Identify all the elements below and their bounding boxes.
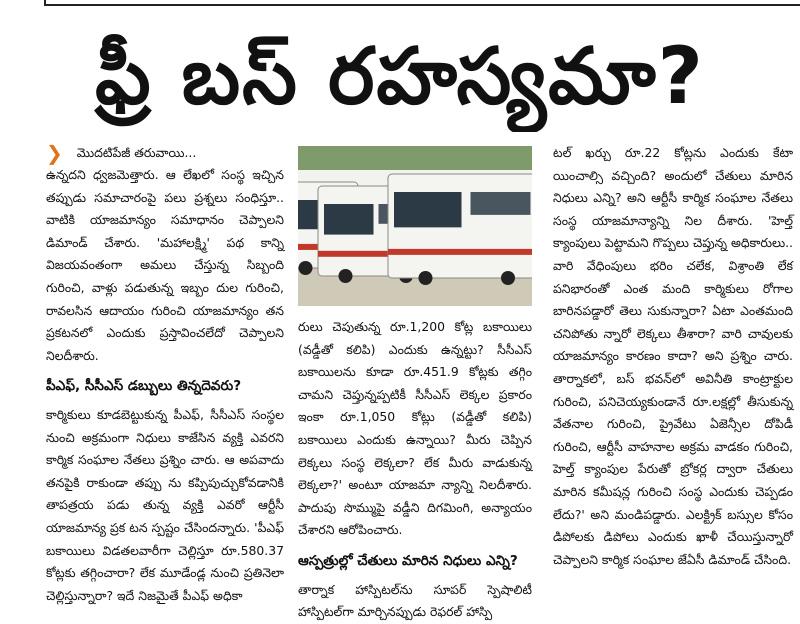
bus-windshield [394,192,462,227]
col3-paragraph-1: టల్ ఖర్చు రూ.22 కోట్లను ఎందుకు కేటా యించాల్సి వచ్చింది? అందులో చేతులు మారిన నిధులు ఎన్ని? అని ఆర్టీసీ కార్మిక సంఘాల నేతలు సంస్థ యాజమాన్యాన్ని నిల దీశారు. 'హెల్త్ క్యాంపులు పెట్టామని గొప్పలు చెప్తున్న అధికారులు.. వారి వేధింపులు భరిం చలేక, విశ్రాంతి లేక పనిభారంతో ఎంత మంది కార్మికులు రోగాల బారినపడ్డారో తెలు సుకున్నారా? ఏటా ఎంతమంది చనిపోతు న్నారో లెక్కలు తీశారా? వారి చావులకు యాజమాన్యం కారణం కాదా? అని ప్రశ్నిం చారు. తార్నాకలో, బస్ భవన్‌లో అవినీతి కాంట్రాక్టుల గురించి, పనిచెయ్యకుండానే రూ.లక్షల్లో తీసుకున్న వేతనాల గురించి, ప్రైవేటు ఏజెన్సీల దోపిడీ గురించి, ఆర్టీసీ వాహనాల అక్రమ వాడకం గురించి, హెల్త్ క్యాంపుల పేరుతో బ్రోకర్ల ద్వారా చేతులు మారిన కమీషన్ల గురించి సంస్థ ఎందుకు చెప్పడం లేదు?' అని మండిపడ్డారు. ఎలక్ట్రిక్ బస్సుల కోసం డిపోలకు డిపోలు ఎందుకు ఖాళీ చేయిస్తున్నారో చెప్పాలని కార్మిక సంఘాల జేఏసీ డిమాండ్ చేసింది. [553,145,793,567]
column-3 [553,142,793,571]
bus-side-windows [471,192,531,215]
bus-windshield [324,204,374,235]
column-1 [46,142,284,607]
subheading-hospitals: ఆస్పత్రుల్లో చేతులు మారిన నిధులు ఎన్ని? [298,552,518,569]
subheading-pf-ccs: పీఎఫ్, సీసీఎస్ డబ్బులు తిన్నదెవరు? [46,378,242,395]
col1-paragraph-1: ఉన్నదని ధ్వజమెత్తారు. ఆ లేఖలో సంస్థ ఇచ్చిన తప్పుడు సమాచారంపై పలు ప్రశ్నలు సంధిస్తూ.. వాటికి యాజమాన్యం సమాధానం చెప్పాలని డిమాండ్ చేశారు. 'మహాలక్ష్మి' పథ కాన్ని విజయవంతంగా అమలు చేస్తున్న సిబ్బంది గురించి, వాళ్లు పడుతున్న ఇబ్బం దుల గురించి, రావలసిన ఆదాయం గురించి యాజమాన్యం తన ప్రకటనలో ఎందుకు ప్రస్తావించలేదో చెప్పాలని నిలదీశారు. [46,167,284,363]
bus-wheel [339,269,353,283]
col2-paragraph-2: తార్నాక హాస్పిటల్‌ను సూపర్ స్పెషాలిటీ హాస్పిటల్‌గా మార్చినప్పుడు రెఫరల్ హాస్పి [298,581,532,620]
col2-paragraph-1: రులు చెపుతున్న రూ.1,200 కోట్ల బకాయిలు (వడ్డీతో కలిపి) ఎందుకు ఉన్నట్టు? సీసీఎస్ బకాయిలను కూడా రూ.451.9 కోట్లకు తగ్గిం చామని చెప్తున్నప్పటికీ సీసీఎస్ లెక్కల ప్రకారం ఇంకా రూ.1,050 కోట్లు (వడ్డీతో కలిపి) బకాయిలు ఎందుకు ఉన్నాయి? మీరు చెప్పిన లెక్కలు సంస్థ లెక్కలా? లేక మీరు వాడుకున్న లెక్కలా?' అంటూ యాజమా న్యాన్ని నిలదీశారు. పాదుపు సొమ్ముపై వడ్డీని దిగమింగి, అన్యాయం చేశారని ఆరోపించారు. [298,319,532,538]
bus-wheel [419,271,433,285]
bus-stripe [388,249,532,255]
bus-wheel [299,261,313,275]
kicker-text: మొదటిపేజీ తరువాయి... [76,144,197,160]
bus-photo-illustration [298,146,532,306]
headline: ఫ్రీ బస్ రహస్యమా? [95,32,705,122]
bus-wheel [501,271,515,285]
top-rule [44,0,800,6]
bus-depot-photo [298,146,532,306]
column-2 [298,316,532,624]
buses [298,174,532,285]
continued-kicker [46,142,284,164]
chevron-right-icon: ❯ [46,141,63,165]
photo-trees [298,146,532,170]
col1-paragraph-2: కార్మికులు కూడబెట్టుకున్న పీఎఫ్, సీసీఎస్ సంస్థల నుంచి అక్రమంగా నిధులు కాజేసిన వ్యక్తి ఎవరని కార్మిక సంఘాల నేతలు ప్రశ్నిం చారు. ఆ అపవాదు తనపైకి రాకుండా తప్పు ను కప్పిపుచ్చుకోవడానికి తాపత్రయ పడు తున్న వ్యక్తి ఎవరో ఆర్టీసీ యాజమాన్య ప్రక టన స్పష్టం చేసిందన్నారు. 'పీఎఫ్ బకాయిలు విడతలవారీగా చెల్లిస్తూ రూ.580.37 కోట్లకు తగ్గించారా? లేక మూడేండ్ల నుంచి ప్రతినెలా చెల్లిస్తున్నారా? ఇదే నిజమైతే పీఎఫ్ అధికా [46,406,284,603]
